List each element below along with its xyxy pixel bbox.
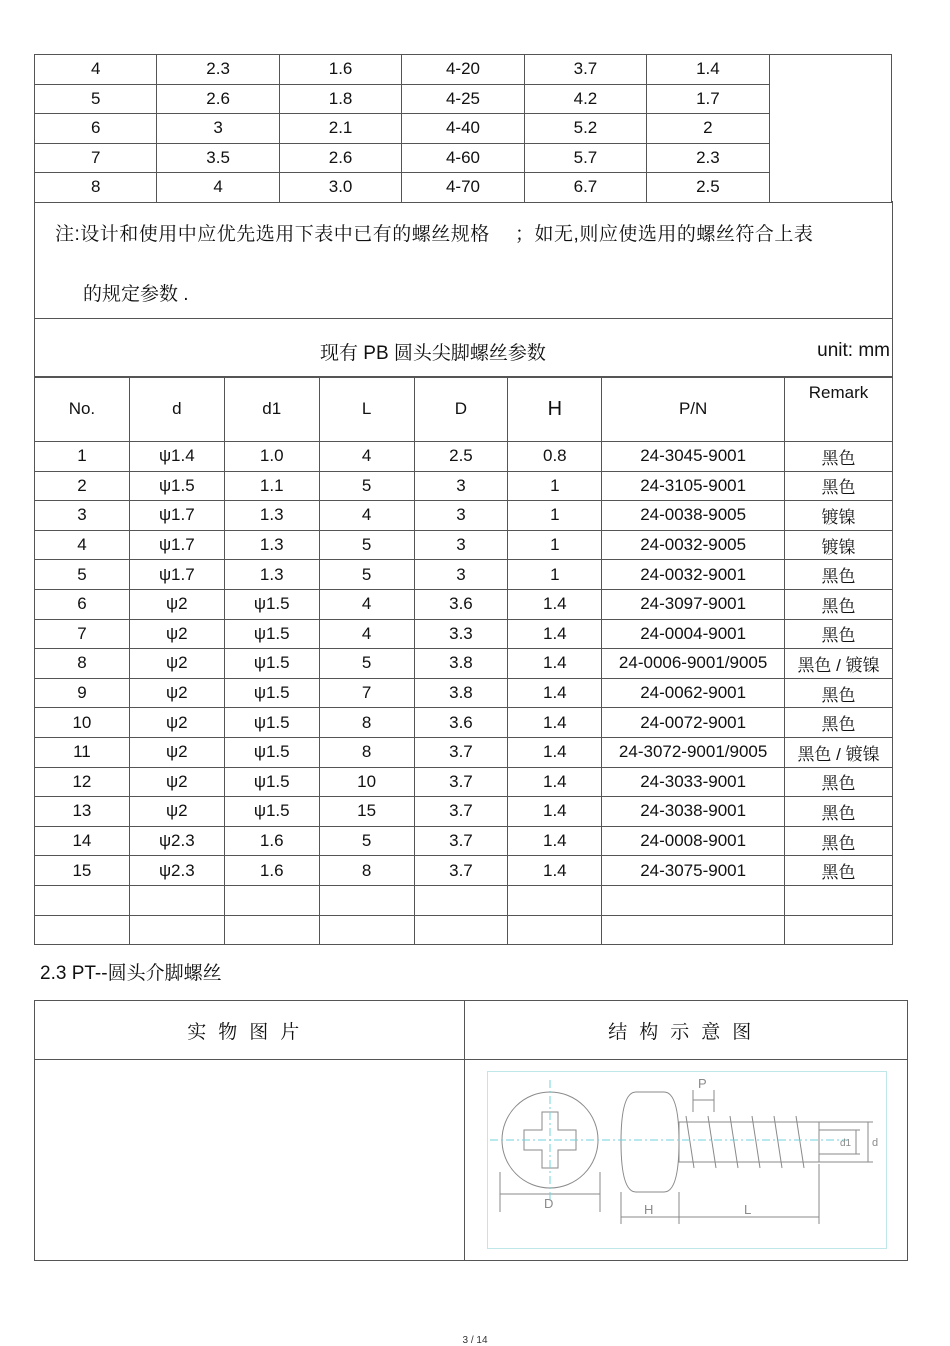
table-cell: 4 [319, 589, 414, 619]
table-cell: 4-40 [402, 114, 524, 144]
label-P: P [698, 1076, 707, 1091]
table-cell: ψ1.5 [224, 649, 319, 679]
table-cell: 24-0008-9001 [602, 826, 785, 856]
table-cell [129, 915, 224, 945]
label-d: d [872, 1137, 879, 1149]
table-cell: 24-0072-9001 [602, 708, 785, 738]
table-cell: 2.3 [157, 55, 279, 85]
table-cell: 24-3075-9001 [602, 856, 785, 886]
table-cell [508, 915, 602, 945]
table-cell [319, 915, 414, 945]
table-cell: 黑色 [785, 471, 893, 501]
pb-table-title-row [34, 318, 893, 378]
table-cell: 3 [414, 560, 508, 590]
table-cell [35, 915, 130, 945]
table-cell: ψ2.3 [129, 856, 224, 886]
table-cell: 1.3 [224, 530, 319, 560]
pb-screw-table [34, 376, 893, 945]
table-cell: 黑色 [785, 560, 893, 590]
table-row [35, 856, 893, 886]
table-cell: 9 [35, 678, 130, 708]
photo-column-header: 实物图片 [35, 1001, 465, 1060]
column-header: H [508, 377, 602, 442]
table-cell: 0.8 [508, 442, 602, 472]
table-cell: 黑色 / 镀镍 [785, 737, 893, 767]
table-cell: 1.7 [647, 84, 769, 114]
table-cell: 5 [319, 471, 414, 501]
table-row [35, 885, 893, 915]
table-cell: 7 [35, 143, 157, 173]
column-header: L [319, 377, 414, 442]
design-note [34, 201, 893, 319]
table-cell: 4 [157, 173, 279, 203]
table-cell [602, 885, 785, 915]
table-cell: 4-20 [402, 55, 524, 85]
table-cell: 1.1 [224, 471, 319, 501]
table-cell: 2.5 [414, 442, 508, 472]
table-cell: ψ1.7 [129, 560, 224, 590]
table-cell: 黑色 [785, 856, 893, 886]
photo-cell [35, 1060, 465, 1261]
table-cell: 13 [35, 797, 130, 827]
column-header: d1 [224, 377, 319, 442]
table-row [35, 143, 892, 173]
table-cell: 24-3105-9001 [602, 471, 785, 501]
thread-lines [686, 1116, 804, 1168]
table-cell: 黑色 / 镀镍 [785, 649, 893, 679]
table-cell: ψ2 [129, 678, 224, 708]
table-cell: 4-60 [402, 143, 524, 173]
screw-structure-diagram [487, 1071, 887, 1249]
table-cell: 3.6 [414, 589, 508, 619]
table-cell [319, 885, 414, 915]
table-cell: 3 [414, 501, 508, 531]
table-cell [785, 885, 893, 915]
table-cell [414, 915, 508, 945]
table-cell: 1.4 [508, 737, 602, 767]
table-cell: 3 [414, 530, 508, 560]
table-cell: 2 [647, 114, 769, 144]
table-cell: 5 [35, 84, 157, 114]
table-row [35, 708, 893, 738]
table-cell: 1.8 [279, 84, 401, 114]
table-cell: 黑色 [785, 678, 893, 708]
table-row [35, 767, 893, 797]
table-cell: 3.6 [414, 708, 508, 738]
column-header: No. [35, 377, 130, 442]
table-cell: 4 [319, 501, 414, 531]
table-cell: 3.3 [414, 619, 508, 649]
table-cell: 2 [35, 471, 130, 501]
note-line-2: 的规定参数 . [83, 284, 189, 305]
table-cell: 3 [414, 471, 508, 501]
table-cell: ψ2 [129, 767, 224, 797]
table-cell: 1.4 [508, 797, 602, 827]
table-cell: 镀镍 [785, 530, 893, 560]
table-cell: ψ2 [129, 737, 224, 767]
table-cell [414, 885, 508, 915]
table-cell: 15 [35, 856, 130, 886]
table-cell: 14 [35, 826, 130, 856]
diagram-column-header: 结构示意图 [464, 1001, 908, 1060]
table-row [35, 826, 893, 856]
table-row [35, 530, 893, 560]
label-H: H [644, 1202, 654, 1217]
table-cell: 5 [35, 560, 130, 590]
table-cell: 5.2 [524, 114, 646, 144]
table-row [35, 915, 893, 945]
table-cell: 3.0 [279, 173, 401, 203]
screw-spec-table-continued [34, 54, 892, 203]
table-row [35, 114, 892, 144]
table-cell: 12 [35, 767, 130, 797]
table-cell: ψ1.5 [224, 708, 319, 738]
column-header: P/N [602, 377, 785, 442]
table-cell: 7 [35, 619, 130, 649]
screw-diagram-svg [488, 1072, 886, 1248]
section-title: 2.3 PT--圆头介脚螺丝 [40, 963, 222, 984]
table-cell: 黑色 [785, 619, 893, 649]
label-D: D [544, 1196, 554, 1211]
table-cell: 1.6 [224, 826, 319, 856]
note-line-1: 注:设计和使用中应优先选用下表中已有的螺丝规格 ；如无,则应使选用的螺丝符合上表 [55, 224, 814, 245]
empty-cell [769, 55, 891, 203]
table-cell: 1 [508, 530, 602, 560]
table-cell: 2.1 [279, 114, 401, 144]
table-cell: 5 [319, 560, 414, 590]
table-cell: 4-70 [402, 173, 524, 203]
table-row [35, 84, 892, 114]
table-cell: 1.3 [224, 501, 319, 531]
table-cell: ψ1.5 [224, 619, 319, 649]
table-cell [224, 915, 319, 945]
table-cell: 4.2 [524, 84, 646, 114]
table-cell: 1 [508, 501, 602, 531]
table-row [35, 173, 892, 203]
table-cell: 7 [319, 678, 414, 708]
column-header: D [414, 377, 508, 442]
table-cell: 8 [319, 708, 414, 738]
table-cell [35, 885, 130, 915]
table-row [35, 589, 893, 619]
table-cell: 1.4 [647, 55, 769, 85]
table-cell [785, 915, 893, 945]
table-cell: 1.4 [508, 619, 602, 649]
table-cell: 3.7 [414, 767, 508, 797]
table-cell: 1.4 [508, 708, 602, 738]
table-cell: ψ1.5 [129, 471, 224, 501]
table-row [35, 501, 893, 531]
table-cell: 1.4 [508, 856, 602, 886]
table-cell: 5.7 [524, 143, 646, 173]
table-row [35, 737, 893, 767]
table-cell: 3.7 [414, 797, 508, 827]
table-cell: 24-0032-9005 [602, 530, 785, 560]
table-cell: 4 [35, 530, 130, 560]
table-cell: ψ1.5 [224, 737, 319, 767]
table-cell: 8 [35, 649, 130, 679]
table-cell: 3.7 [524, 55, 646, 85]
table-cell: 3.5 [157, 143, 279, 173]
table-row [35, 471, 893, 501]
table-cell: 2.5 [647, 173, 769, 203]
table-cell: 3.8 [414, 649, 508, 679]
table-cell: 24-3045-9001 [602, 442, 785, 472]
table-cell: 5 [319, 649, 414, 679]
table-cell: ψ1.7 [129, 501, 224, 531]
table-cell: 3 [35, 501, 130, 531]
table-cell: 10 [35, 708, 130, 738]
table-cell: 1 [35, 442, 130, 472]
table-cell: ψ1.7 [129, 530, 224, 560]
table-row [35, 560, 893, 590]
table-cell: 1.4 [508, 826, 602, 856]
table-cell: 24-3038-9001 [602, 797, 785, 827]
table-cell: 黑色 [785, 442, 893, 472]
table-cell: 4 [319, 442, 414, 472]
pb-table-title: 现有 PB 圆头尖脚螺丝参数 [320, 343, 546, 364]
table-cell: ψ2 [129, 649, 224, 679]
table-cell [224, 885, 319, 915]
table-cell: 6 [35, 114, 157, 144]
table-cell: 8 [319, 737, 414, 767]
table-cell: 8 [319, 856, 414, 886]
table-cell: 1.0 [224, 442, 319, 472]
table-cell: 1.3 [224, 560, 319, 590]
table-cell: 5 [319, 826, 414, 856]
column-header: Remark [785, 377, 893, 442]
table-cell: 3.7 [414, 826, 508, 856]
table-cell: 黑色 [785, 767, 893, 797]
unit-label: unit: mm [817, 340, 890, 361]
table-cell: 11 [35, 737, 130, 767]
table-cell: 24-0062-9001 [602, 678, 785, 708]
table-cell: 2.6 [157, 84, 279, 114]
table-cell: 24-3072-9001/9005 [602, 737, 785, 767]
table-cell: ψ2.3 [129, 826, 224, 856]
table-cell: 黑色 [785, 589, 893, 619]
table-cell: 1.4 [508, 678, 602, 708]
table-cell: 黑色 [785, 708, 893, 738]
page-number: 3 / 14 [462, 1335, 488, 1346]
table-cell: 4 [319, 619, 414, 649]
table-cell: 3.7 [414, 856, 508, 886]
table-cell: ψ2 [129, 589, 224, 619]
label-d1: d1 [840, 1138, 852, 1149]
column-header: d [129, 377, 224, 442]
table-cell: 8 [35, 173, 157, 203]
table-cell: 1.6 [279, 55, 401, 85]
table-cell: 10 [319, 767, 414, 797]
table-cell: 镀镍 [785, 501, 893, 531]
label-L: L [744, 1202, 752, 1217]
table-cell: ψ1.5 [224, 678, 319, 708]
table-cell: ψ2 [129, 619, 224, 649]
table-row [35, 649, 893, 679]
table-row [35, 797, 893, 827]
table-cell: 6.7 [524, 173, 646, 203]
table-cell: 24-0038-9005 [602, 501, 785, 531]
table-cell: 24-3033-9001 [602, 767, 785, 797]
table-cell: 1.4 [508, 649, 602, 679]
table-cell: 3 [157, 114, 279, 144]
table-cell [508, 885, 602, 915]
table-cell: 5 [319, 530, 414, 560]
table-cell: ψ1.5 [224, 589, 319, 619]
header-row [35, 377, 893, 442]
table-row [35, 55, 892, 85]
table-cell [602, 915, 785, 945]
table-cell [129, 885, 224, 915]
table-row [35, 678, 893, 708]
table-cell: 4-25 [402, 84, 524, 114]
table-cell: 24-0006-9001/9005 [602, 649, 785, 679]
table-cell: ψ1.4 [129, 442, 224, 472]
table-cell: 2.6 [279, 143, 401, 173]
table-cell: 1.6 [224, 856, 319, 886]
table-row [35, 619, 893, 649]
table-cell: 3.8 [414, 678, 508, 708]
table-cell: 1 [508, 471, 602, 501]
table-cell: ψ2 [129, 797, 224, 827]
table-cell: 24-0032-9001 [602, 560, 785, 590]
table-cell: ψ1.5 [224, 797, 319, 827]
table-cell: 15 [319, 797, 414, 827]
screw-head-side-view [621, 1092, 679, 1192]
table-cell: 黑色 [785, 826, 893, 856]
table-cell: 2.3 [647, 143, 769, 173]
table-cell: 3.7 [414, 737, 508, 767]
table-cell: 1 [508, 560, 602, 590]
table-cell: 1.4 [508, 767, 602, 797]
table-cell: 6 [35, 589, 130, 619]
table-row [35, 442, 893, 472]
table-cell: ψ1.5 [224, 767, 319, 797]
table-cell: 24-0004-9001 [602, 619, 785, 649]
table-cell: 4 [35, 55, 157, 85]
table-cell: 24-3097-9001 [602, 589, 785, 619]
table-cell: 黑色 [785, 797, 893, 827]
table-cell: 1.4 [508, 589, 602, 619]
table-cell: ψ2 [129, 708, 224, 738]
